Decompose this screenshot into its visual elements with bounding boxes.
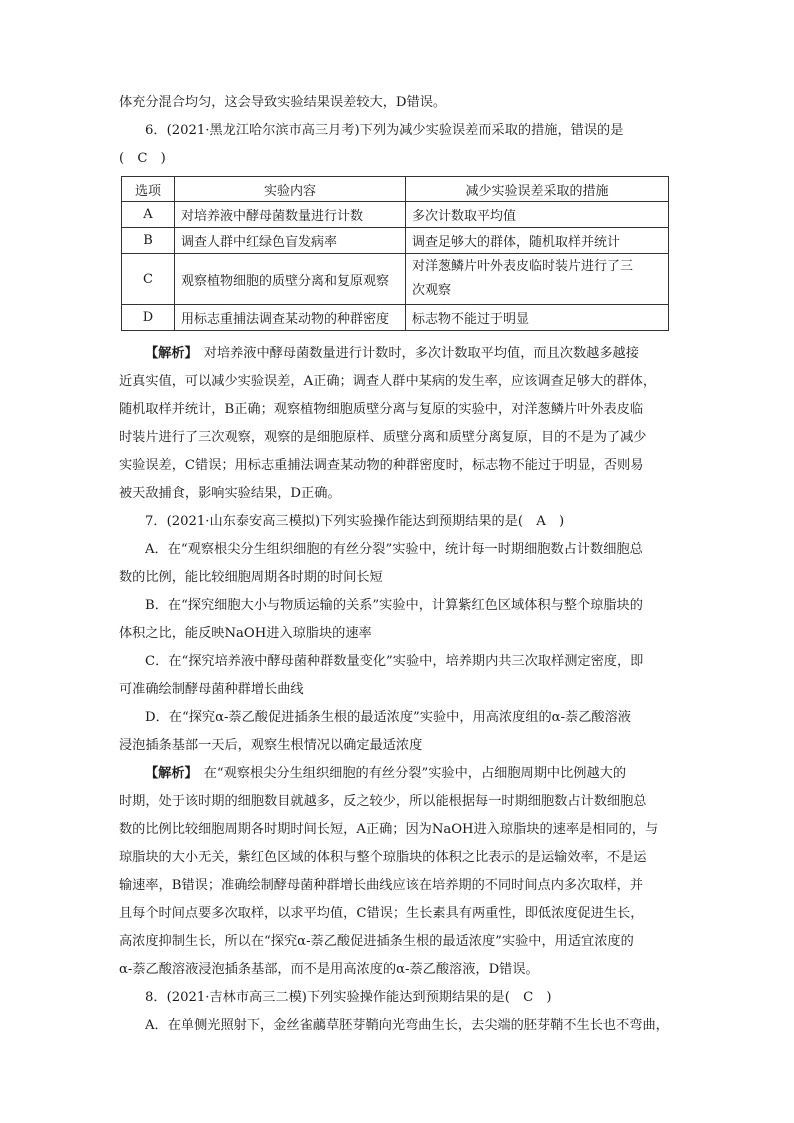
option-d-line: 浸泡插条基部一天后，观察生根情况以确定最适浓度 [119,738,423,753]
question-6-answer: ( C ) [119,151,166,166]
analysis-7-line: α-萘乙酸溶液浸泡插条基部，而不是用高浓度的α-萘乙酸溶液，D错误。 [119,962,539,977]
question-8-stem: 8．(2021·吉林市高三二模)下列实验操作能达到预期结果的是( C ) [145,990,552,1005]
option-c-line: 可准确绘制酵母菌种群增长曲线 [119,682,304,697]
table-cell-measure [406,254,669,305]
analysis-6-line: 随机取样并统计，B正确；观察植物细胞质壁分离与复原的实验中，对洋葱鳞片叶外表皮临 [119,402,643,417]
analysis-6-line: 被天敌捕食，影响实验结果，D正确。 [119,486,341,501]
analysis-7-line: 【解析】 在“观察根尖分生组织细胞的有丝分裂”实验中，占细胞周期中比例越大的 [145,766,627,781]
table-cell-option: C [122,254,175,305]
table-header-cell: 选项 [122,177,175,202]
option-a-line: 数的比例，能比较细胞周期各时期的时间长短 [119,570,383,585]
table-cell-content: 观察植物细胞的质壁分离和复原观察 [175,254,406,305]
analysis-6-line: 【解析】 对培养液中酵母菌数量进行计数时，多次计数取平均值，而且次数越多越接 [145,346,639,361]
table-row [122,202,669,228]
analysis-tag: 【解析】 [145,346,198,361]
analysis-6-line: 近真实值，可以减少实验误差，A正确；调查人群中某病的发生率，应该调查足够大的群体， [119,374,657,389]
table-cell-content: 用标志重捕法调查某动物的种群密度 [175,305,406,331]
table-header-row [122,177,669,202]
option-b-line: B．在“探究细胞大小与物质运输的关系”实验中，计算紫红色区域体积与整个琼脂块的 [145,598,643,613]
analysis-7-line: 数的比例比较细胞周期各时期时间长短，A正确；因为NaOH进入琼脂块的速率是相同的，与 [119,822,659,837]
table-cell-option: B [122,228,175,254]
option-b-line: 体积之比，能反映NaOH进入琼脂块的速率 [119,626,372,641]
text-line: 体充分混合均匀，这会导致实验结果误差较大，D错误。 [119,95,447,110]
question-7-stem: 7．(2021·山东泰安高三模拟)下列实验操作能达到预期结果的是( A ) [145,514,565,529]
analysis-7-line: 时期，处于该时期的细胞数目就越多，反之较少，所以能根据每一时期细胞数占计数细胞总 [119,794,647,809]
table-cell-measure: 调查足够大的群体，随机取样并统计 [406,228,669,254]
analysis-6-line: 实验误差，C错误；用标志重捕法调查某动物的种群密度时，标志物不能过于明显，否则易 [119,458,644,473]
table-row [122,254,669,305]
analysis-7-line: 琼脂块的大小无关，紫红色区域的体积与整个琼脂块的体积之比表示的是运输效率，不是运 [119,850,647,865]
table-cell-measure: 标志物不能过于明显 [406,305,669,331]
analysis-6-line: 时装片进行了三次观察，观察的是细胞原样、质壁分离和质壁分离复原，目的不是为了减少 [119,430,647,445]
option-c-line: C．在“探究培养液中酵母菌种群数量变化”实验中，培养期内共三次取样测定密度，即 [145,654,644,669]
option-d-line: D．在“探究α-萘乙酸促进插条生根的最适浓度”实验中，用高浓度组的α-萘乙酸溶液 [145,710,631,725]
table-cell-measure: 多次计数取平均值 [406,202,669,228]
table-header-cell: 实验内容 [175,177,406,202]
analysis-7-line: 高浓度抑制生长，所以在“探究α-萘乙酸促进插条生根的最适浓度”实验中，用适宜浓度的 [119,934,634,949]
table-row [122,228,669,254]
option-a-line: A．在单侧光照射下，金丝雀虉草胚芽鞘向光弯曲生长，去尖端的胚芽鞘不生长也不弯曲， [145,1018,669,1033]
table-header-cell: 减少实验误差采取的措施 [406,177,669,202]
table-row [122,305,669,331]
analysis-7-line: 且每个时间点要多次取样，以求平均值，C错误；生长素具有两重性，即低浓度促进生长， [119,906,644,921]
question-6-table [121,176,669,331]
table-cell-content: 对培养液中酵母菌数量进行计数 [175,202,406,228]
analysis-7-line: 输速率，B错误；准确绘制酵母菌种群增长曲线应该在培养期的不同时间点内多次取样，并 [119,878,643,893]
question-6-stem: 6．(2021·黑龙江哈尔滨市高三月考)下列为减少实验误差而采取的措施，错误的是 [145,123,624,138]
analysis-tag: 【解析】 [145,766,198,781]
table-cell-measure-line: 对洋葱鳞片叶外表皮临时装片进行了三 [412,259,634,274]
table-cell-option: D [122,305,175,331]
option-a-line: A．在“观察根尖分生组织细胞的有丝分裂”实验中，统计每一时期细胞数占计数细胞总 [145,542,643,557]
table-cell-content: 调查人群中红绿色盲发病率 [175,228,406,254]
table-cell-measure-line: 次观察 [412,283,452,298]
table-cell-option: A [122,202,175,228]
